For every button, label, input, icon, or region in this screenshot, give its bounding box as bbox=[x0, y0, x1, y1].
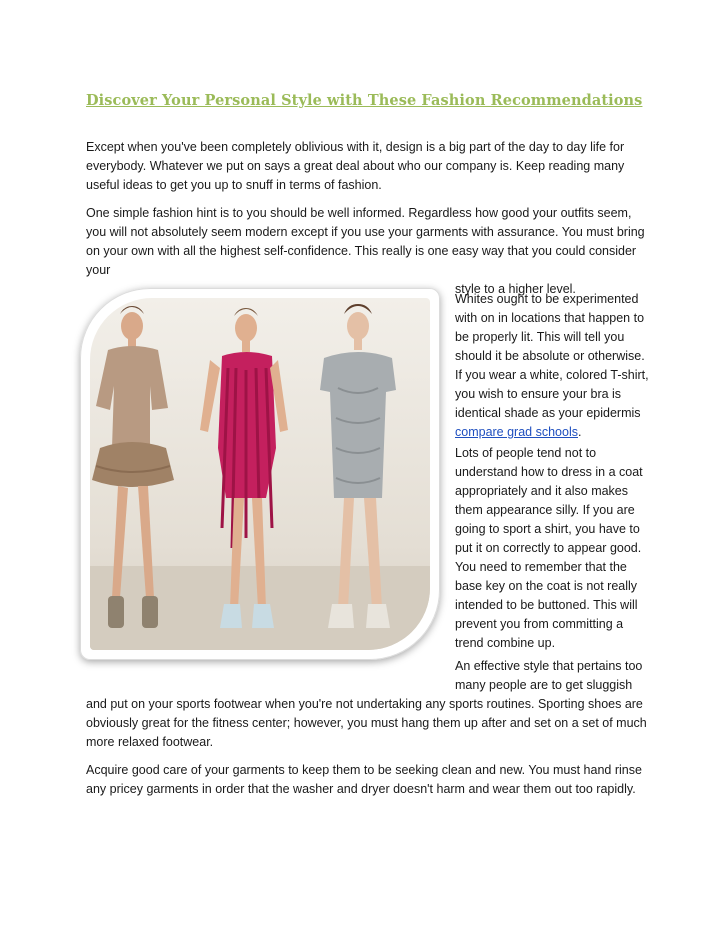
paragraph-confidence-main: One simple fashion hint is to you should be well informed. Regardless how good your outfits seem, you will not absolutely seem modern except if you use your garments with assurance. You must bring on your own with all the highest self-confidence. This really is one easy way that you could consider your bbox=[86, 206, 645, 277]
paragraph-coat: Lots of people tend not to understand how to dress in a coat appropriately and it also makes them appearance silly. If you are going to sport a shirt, you have to put it on correctly to appear good. You need to remember that the base key on the coat is not really intended to be buttoned. This will prevent you from committing a trend combine up. bbox=[455, 446, 643, 650]
paragraph-confidence-tail: style to a higher level. bbox=[455, 282, 576, 296]
paragraph-footwear-head: An effective style that pertains too many people are to get sluggish bbox=[455, 659, 643, 692]
paragraph-whites-end: . bbox=[577, 425, 582, 439]
paragraph-confidence bbox=[86, 204, 652, 299]
compare-grad-schools-link[interactable]: compare grad schools bbox=[455, 425, 578, 439]
article-title: Discover Your Personal Style with These Fashion Recommendations bbox=[86, 92, 643, 109]
paragraph-intro: Except when you've been completely oblivious with it, design is a big part of the day to day life for everybody. Whatever we put on says a great deal about who our company is. Keep reading many useful ideas to get you up to snuff in terms of fashion. bbox=[86, 140, 625, 192]
paragraph-footwear bbox=[86, 657, 652, 752]
paragraph-footwear-rest: and put on your sports footwear when you're not undertaking any sports routines. Sporting shoes are obviously great for the fitness center; however, you must hang them up after and set on a set of much more relaxed footwear. bbox=[86, 697, 647, 749]
paragraph-whites-text: Whites ought to be experimented with on in locations that happen to be properly lit. This will tell you should it be absolute or otherwise. If you wear a white, colored T-shirt, you wish to ensure your bra is identical shade as your epidermis bbox=[455, 292, 649, 420]
runway-photo bbox=[90, 298, 430, 650]
paragraph-garment-care: Acquire good care of your garments to keep them to be seeking clean and new. You must hand rinse any pricey garments in order that the washer and dryer doesn't harm and wear them out too rapidly. bbox=[86, 763, 642, 796]
paragraph-whites bbox=[455, 290, 655, 442]
